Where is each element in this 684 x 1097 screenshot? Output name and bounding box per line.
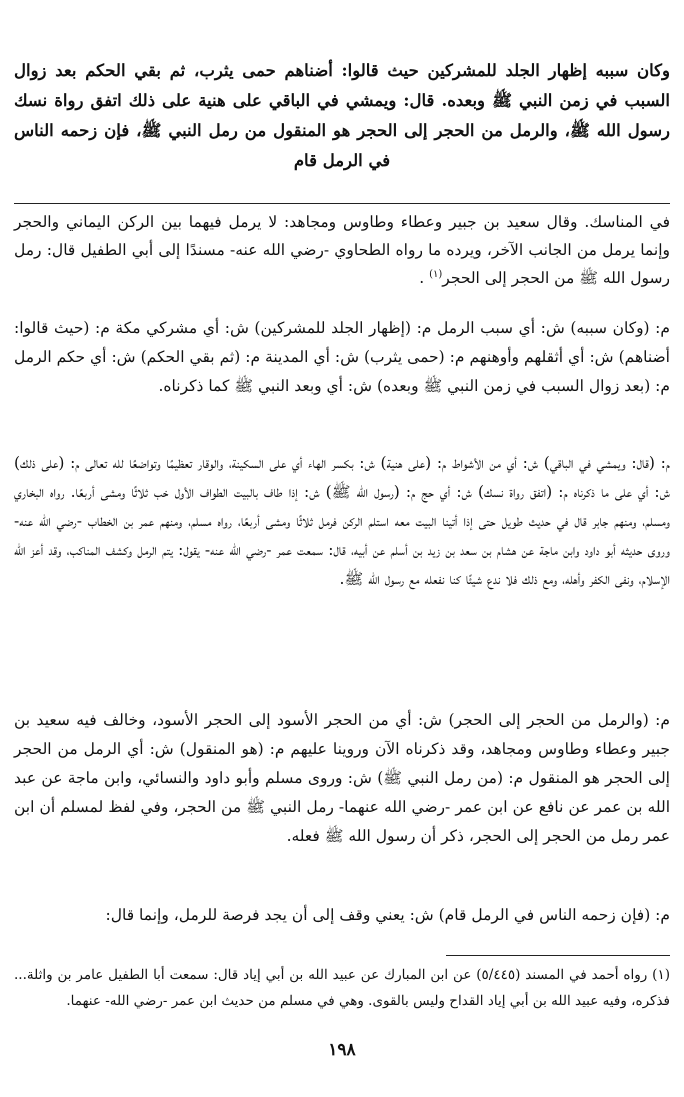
continuation-text: في المناسك. وقال سعيد بن جبير وعطاء وطاوس ومجاهد: لا يرمل فيهما بين الركن اليماني والحجر وإنما يرمل من الجانب الآخر، ويرده ما رواه الطحاوي -رضي الله عنه- مسندًا إلى أبي الطفيل قال: رمل رسول الله ﷺ من الحجر إلى الحجر	[14, 213, 670, 287]
main-text: وكان سببه إظهار الجلد للمشركين حيث قالوا: أضناهم حمى يثرب، ثم بقي الحكم بعد زوال السبب في زمن النبي ﷺ وبعده. قال: ويمشي في الباقي على هنية على ذلك اتفق رواة نسك رسول الله ﷺ، والرمل من الحجر إلى الحجر هو المنقول من رمل النبي ﷺ، فإن زحمه الناس في الرمل قام	[14, 61, 670, 170]
continuation-end: .	[419, 269, 425, 287]
continuation-paragraph	[14, 208, 670, 292]
commentary-paragraph-2: م: (قال: ويمشي في الباقي) ش: أي من الأشواط م: (على هنية) ش: بكسر الهاء أي على السكينة، والوقار تعظيمًا وتواضعًا لله تعالى م: (على ذلك) ش: أي على ما ذكرناه م: (اتفق رواة نسك) ش: أي حج م: (رسول الله ﷺ) ش: إذا طاف بالبيت الطواف الأول خب ثلاثًا ومشى أربعًا. رواه البخاري ومسلم، ومنهم جابر قال في حديث طويل حتى إذا أتينا البيت معه استلم الركن فرمل ثلاثًا ومشى أربعًا، رواه مسلم، ومنهم عمر بن الخطاب -رضي الله عنه- وروى حديثه أبو داود وابن ماجة عن هشام بن سعد بن زيد بن أسلم عن أبيه، قال: سمعت عمر -رضي الله عنه- يقول: يتم الرمل وكشف المناكب، وقد أعز الله الإسلام، ونفى الكفر وأهله، ومع ذلك فلا ندع شيئًا كنا نفعله مع رسول الله ﷺ.	[14, 454, 670, 588]
footnote-divider	[446, 955, 670, 956]
footnote: (١) رواه أحمد في المسند (٥/٤٤٥) عن ابن المبارك عن عبيد الله بن أبي إياد قال: سمعت أبا الطفيل عامر بن واثلة... فذكره، وفيه عبيد الله بن أبي إياد القداح وليس بالقوى. وهي في مسلم من حديث ابن عمر -رضي الله- عنهما.	[14, 967, 670, 1009]
footnote-reference[interactable]: (١)	[429, 268, 443, 280]
commentary-paragraph-3: م: (والرمل من الحجر إلى الحجر) ش: أي من الحجر الأسود إلى الحجر الأسود، وخالف فيه سعيد بن جبير وعطاء وطاوس ومجاهد، وقد ذكرناه الآن وروينا عليهم م: (هو المنقول) ش: أي الرمل من الحجر إلى الحجر هو المنقول م: (من رمل النبي ﷺ) ش: وروى مسلم وأبو داود والنسائي، وابن ماجة عن عبد الله بن عمر عن نافع عن ابن عمر -رضي الله عنهما- رمل النبي ﷺ من الحجر، وفي لفظ لمسلم أن ابن عمر رمل من الحجر إلى الحجر، ذكر أن رسول الله ﷺ فعله.	[14, 711, 670, 845]
commentary-paragraph-1: م: (وكان سببه) ش: أي سبب الرمل م: (إظهار الجلد للمشركين) ش: أي مشركي مكة م: (حيث قالوا: أضناهم) ش: أي أثقلهم وأوهنهم م: (حمى يثرب) ش: أي المدينة م: (ثم بقي الحكم) ش: أي حكم الرمل م: (بعد زوال السبب في زمن النبي ﷺ وبعده) ش: أي وبعد النبي ﷺ كما ذكرناه.	[14, 319, 670, 395]
section-divider	[14, 203, 670, 204]
commentary-paragraph-4: م: (فإن زحمه الناس في الرمل قام) ش: يعني وقف إلى أن يجد فرصة للرمل، وإنما قال:	[105, 906, 670, 924]
page-number: ١٩٨	[328, 1040, 356, 1060]
